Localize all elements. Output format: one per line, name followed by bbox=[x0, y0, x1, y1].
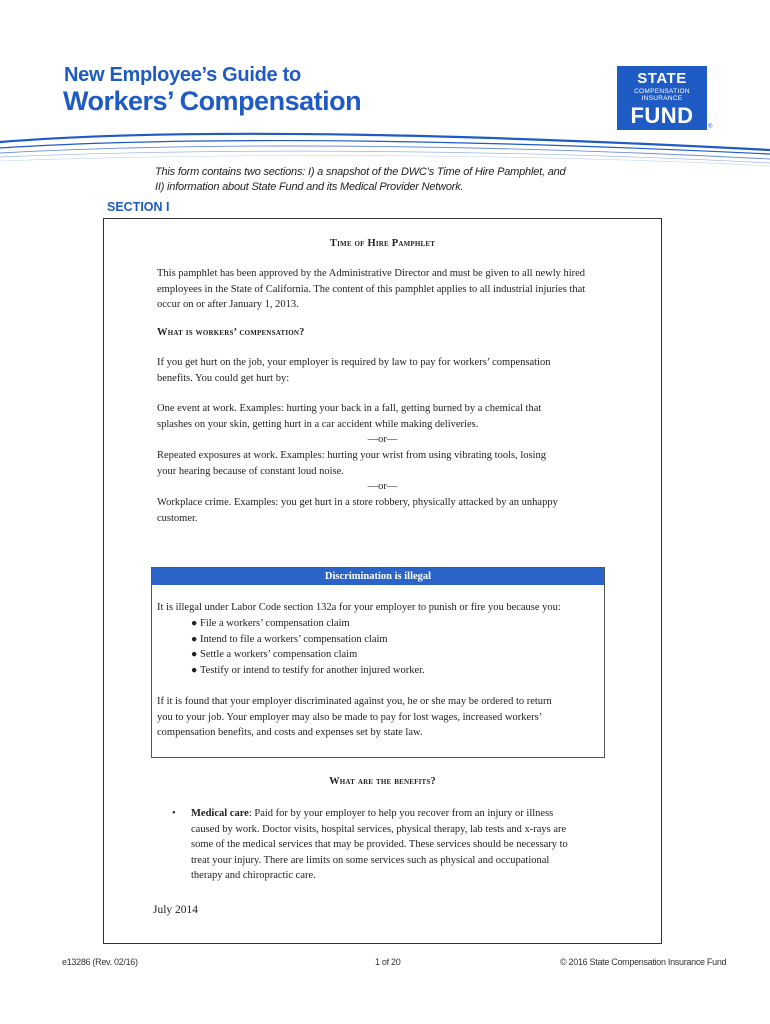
copyright: © 2016 State Compensation Insurance Fund bbox=[560, 957, 727, 967]
bullet-text: Intend to file a workers’ compensation claim bbox=[200, 633, 388, 645]
para2-line: benefits. You could get hurt by: bbox=[157, 372, 290, 384]
bullet-icon: ● bbox=[191, 618, 198, 629]
form-id: e13286 (Rev. 02/16) bbox=[62, 957, 138, 967]
title-line-1: New Employee’s Guide to bbox=[64, 64, 301, 86]
para1-line: occur on or after January 1, 2013. bbox=[157, 299, 299, 310]
bullet-icon: ● bbox=[191, 664, 198, 676]
disc-para-line: you to your job. Your employer may also be made to pay for lost wages, increased workers’ bbox=[157, 711, 543, 723]
discrimination-intro: It is illegal under Labor Code section 132a for your employer to punish or fire you because you: bbox=[157, 602, 561, 613]
pamphlet-date: July 2014 bbox=[153, 904, 199, 916]
list-item bbox=[191, 616, 425, 632]
pamphlet-para-1 bbox=[157, 266, 637, 313]
logo-line-compensation-insurance bbox=[617, 88, 707, 102]
page-number: 1 of 20 bbox=[375, 957, 401, 967]
disc-para-line: compensation benefits, and costs and expenses set by state law. bbox=[157, 727, 423, 738]
event1-line: splashes on your skin, getting hurt in a car accident while making deliveries. bbox=[157, 418, 479, 430]
registered-mark: ® bbox=[708, 124, 713, 130]
what-is-heading: What is workers’ compensation? bbox=[157, 327, 305, 338]
bullet-text: File a workers’ compensation claim bbox=[200, 618, 350, 629]
bullet-icon: ● bbox=[191, 649, 198, 660]
intro-text bbox=[155, 165, 615, 195]
logo-line-compensation: COMPENSATION bbox=[634, 88, 690, 95]
medical-bullet-icon: • bbox=[172, 808, 176, 819]
event-one-event bbox=[157, 401, 637, 432]
medical-line-text: : Paid for by your employer to help you recover from an injury or illness bbox=[248, 808, 554, 819]
medical-care-label: Medical care bbox=[191, 808, 249, 819]
event1-line: One event at work. Examples: hurting your back in a fall, getting burned by a chemical that bbox=[157, 403, 542, 414]
pamphlet-para-2 bbox=[157, 355, 637, 386]
discrimination-bullets bbox=[191, 616, 425, 678]
para2-line: If you get hurt on the job, your employer is required by law to pay for workers’ compensation bbox=[157, 357, 551, 368]
logo-line-state: STATE bbox=[637, 70, 687, 87]
section-label: SECTION I bbox=[107, 200, 170, 214]
page-title: Workers’ Compensation bbox=[63, 86, 362, 116]
discrimination-header: Discrimination is illegal bbox=[152, 568, 604, 585]
event-workplace-crime bbox=[157, 495, 637, 526]
medical-line-1 bbox=[191, 806, 611, 822]
disc-para-line: If it is found that your employer discriminated against you, he or she may be ordered to return bbox=[157, 696, 552, 707]
medical-line-text: treat your injury. There are limits on some services such as physical and occupational bbox=[191, 854, 550, 866]
logo-line-insurance: INSURANCE bbox=[641, 95, 683, 102]
bullet-text: Settle a workers’ compensation claim bbox=[200, 649, 358, 660]
event2-line: your hearing because of constant loud noise. bbox=[157, 465, 344, 477]
intro-line-2: II) information about State Fund and its Medical Provider Network. bbox=[155, 181, 464, 193]
benefits-heading: What are the benefits? bbox=[329, 776, 436, 787]
para1-line: employees in the State of California. The content of this pamphlet applies to all industrial injuries that bbox=[157, 283, 586, 295]
para1-line: This pamphlet has been approved by the Administrative Director and must be given to all newly hired bbox=[157, 268, 586, 279]
or-separator-1: —or— bbox=[367, 434, 398, 445]
discrimination-para bbox=[157, 694, 602, 741]
list-item bbox=[191, 647, 425, 663]
event-repeated-exposures bbox=[157, 448, 637, 479]
intro-line-1: This form contains two sections: I) a snapshot of the DWC’s Time of Hire Pamphlet, and bbox=[155, 166, 566, 178]
event3-line: Workplace crime. Examples: you get hurt in a store robbery, physically attacked by an unhappy bbox=[157, 497, 558, 508]
list-item bbox=[191, 663, 425, 679]
medical-line-text: caused by work. Doctor visits, hospital services, physical therapy, lab tests and x-rays are bbox=[191, 823, 567, 835]
bullet-text: Testify or intend to testify for another injured worker. bbox=[200, 664, 425, 676]
medical-line-text: therapy and chiropractic care. bbox=[191, 870, 316, 881]
logo-line-fund: FUND bbox=[630, 103, 694, 128]
bullet-icon: ● bbox=[191, 633, 198, 645]
event3-line: customer. bbox=[157, 512, 198, 524]
event2-line: Repeated exposures at work. Examples: hurting your wrist from using vibrating tools, losing bbox=[157, 450, 547, 461]
or-separator-2: —or— bbox=[367, 481, 398, 492]
list-item bbox=[191, 632, 425, 648]
pamphlet-heading: Time of Hire Pamphlet bbox=[329, 238, 436, 249]
state-fund-logo bbox=[617, 66, 707, 130]
medical-care-item bbox=[191, 806, 611, 884]
medical-line-text: some of the medical services that may be provided. These services should be necessary to bbox=[191, 839, 568, 850]
